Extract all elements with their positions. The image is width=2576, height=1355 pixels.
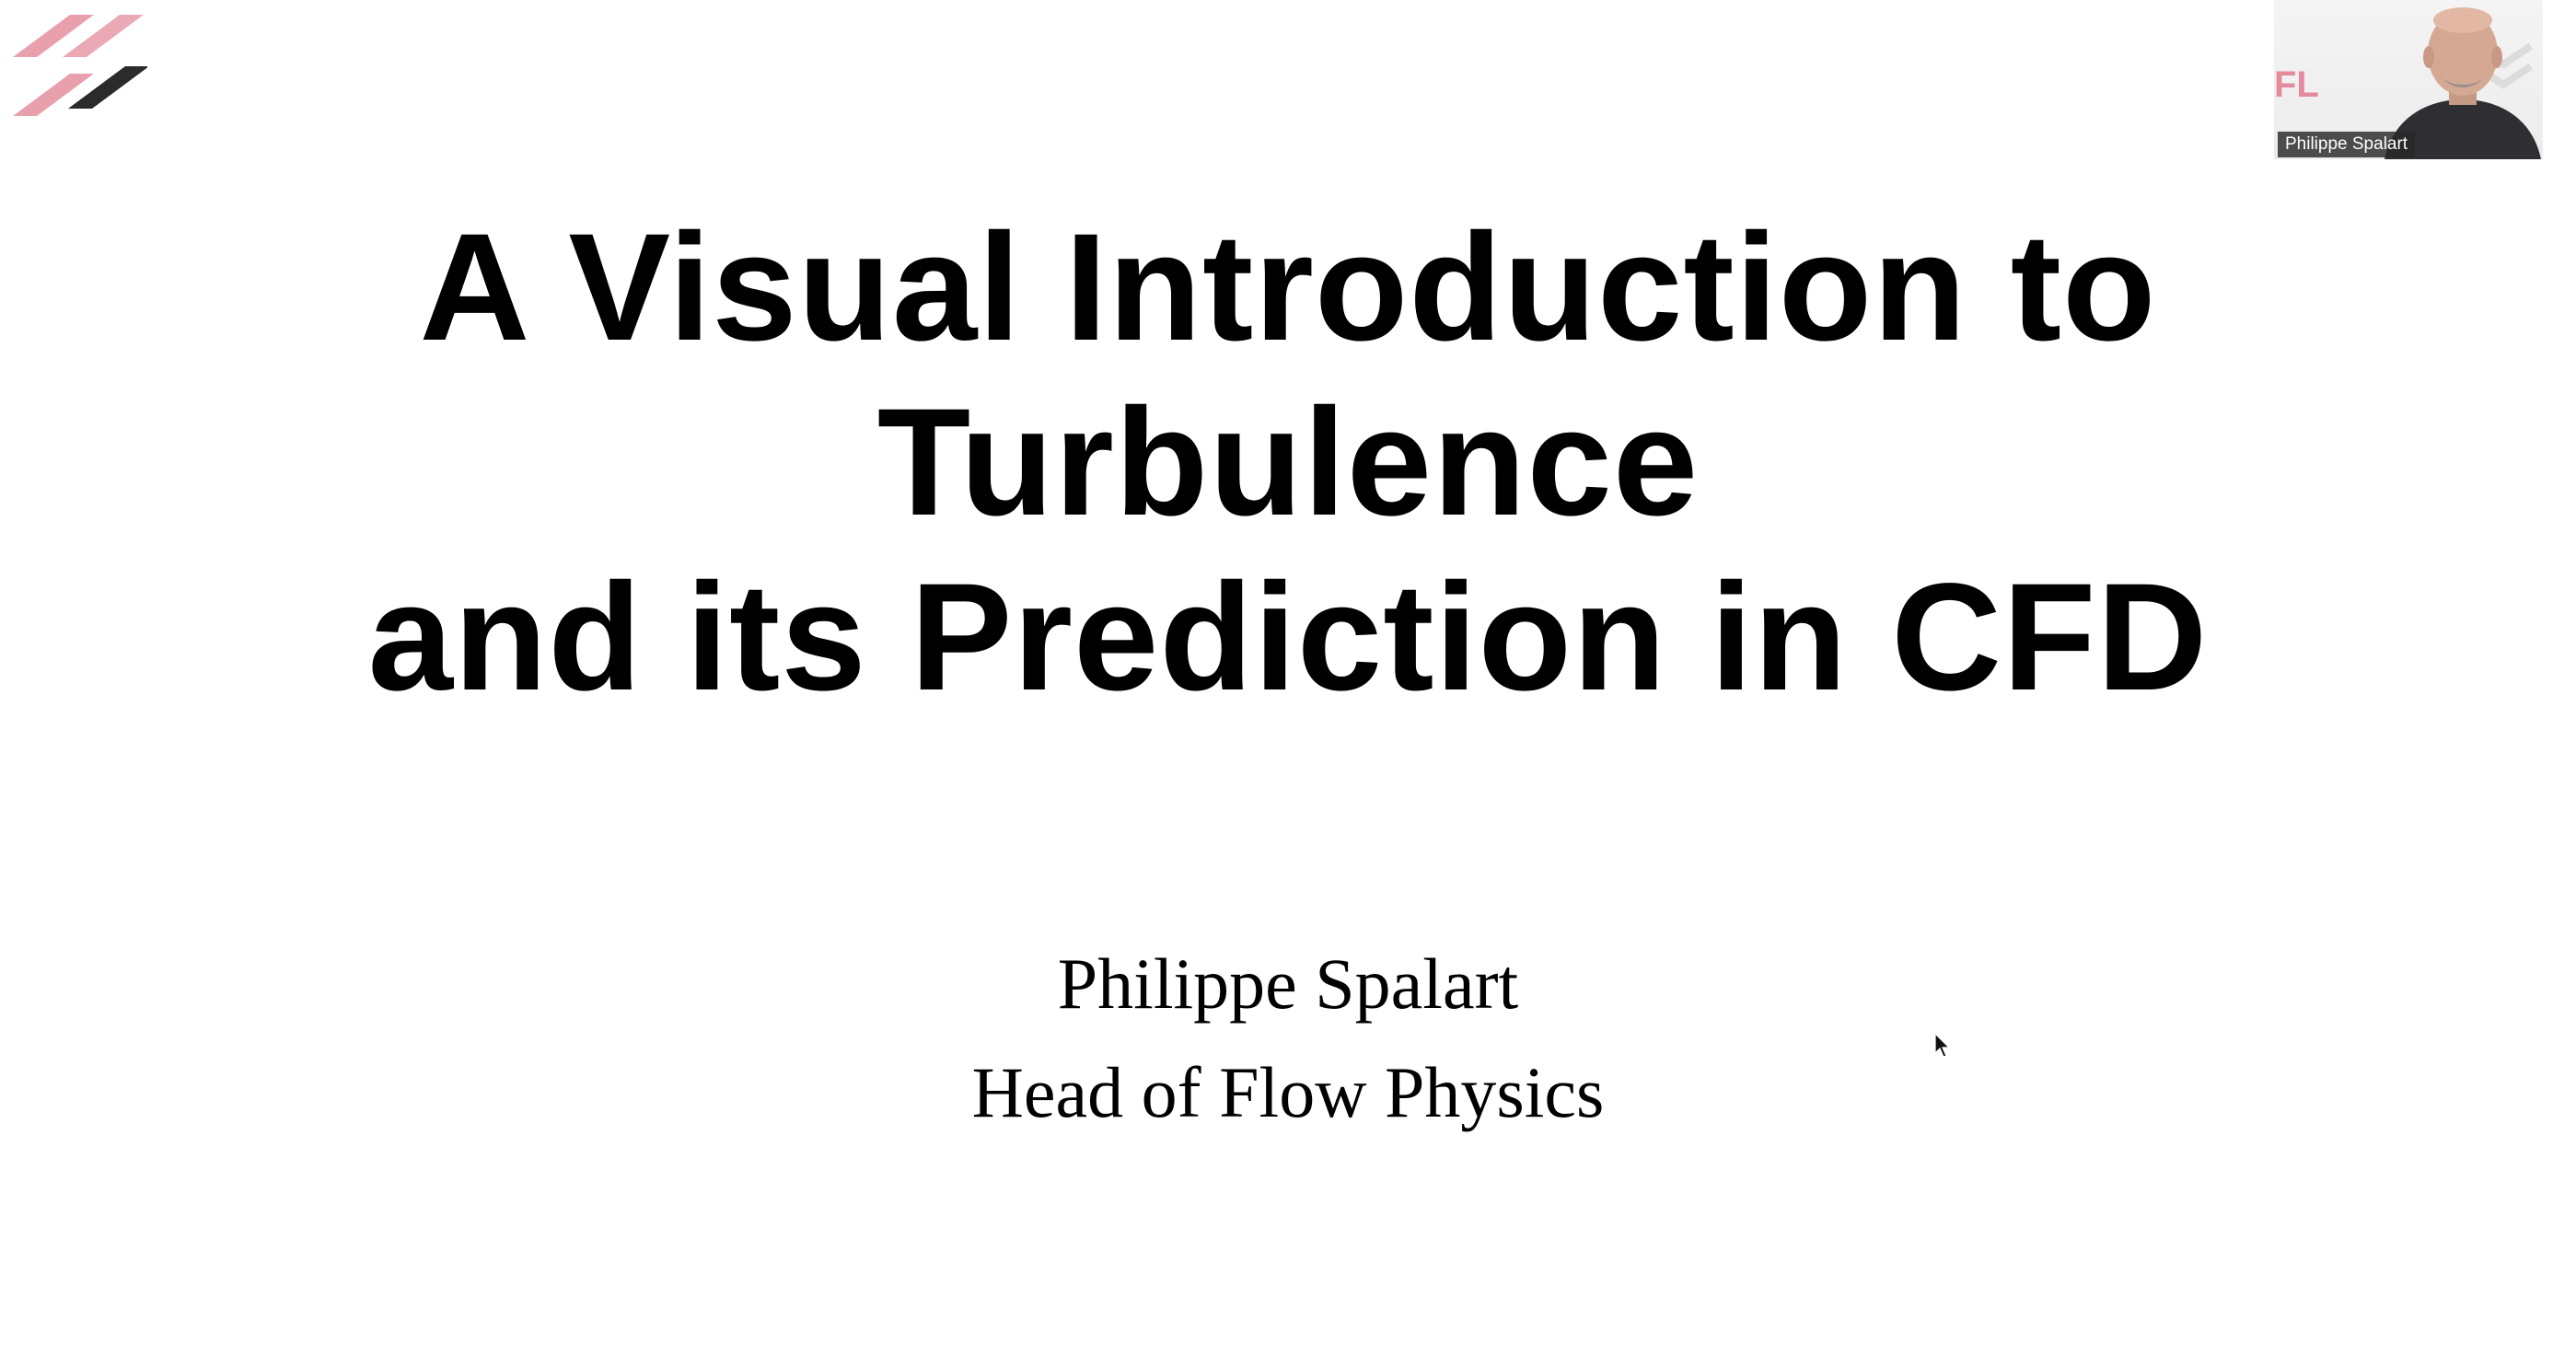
- title-line-2: Turbulence: [876, 377, 1700, 548]
- title-line-3: and its Prediction in CFD: [367, 552, 2209, 723]
- slide-title: [0, 201, 2576, 725]
- company-logo: [9, 13, 147, 119]
- logo-pink-stripe-low: [13, 74, 94, 116]
- presenter-block: [0, 930, 2576, 1147]
- mouse-pointer-icon: [1934, 1033, 1951, 1059]
- logo-dark-stripe: [68, 66, 147, 109]
- participant-video-tile[interactable]: [2274, 0, 2543, 159]
- presenter-role: Head of Flow Physics: [971, 1052, 1605, 1132]
- participant-name-label: Philippe Spalart: [2278, 132, 2415, 157]
- presenter-name: Philippe Spalart: [1057, 944, 1519, 1024]
- video-background-text: FL: [2274, 64, 2319, 105]
- title-line-1: A Visual Introduction to: [419, 203, 2157, 373]
